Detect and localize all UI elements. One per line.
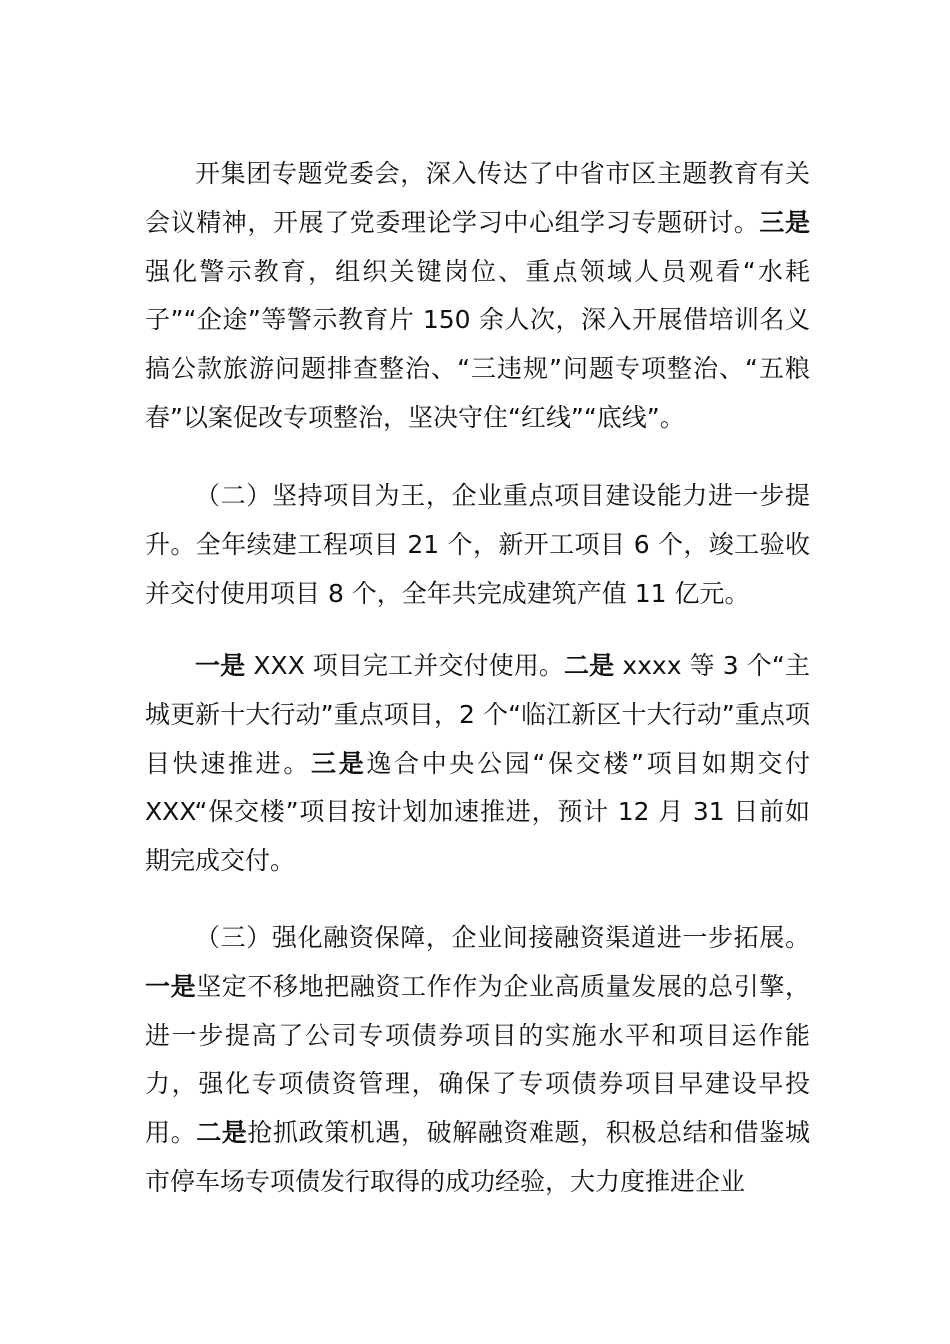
- text-run: xxxx 等 3 个“主城更新十大行动”重点项目，2 个“临江新区十大行动”重点项目快速推进。: [145, 651, 810, 778]
- text-run: 开集团专题党委会，深入传达了中省市区主题教育有关会议精神，开展了党委理论学习中心组学习专题研讨。: [145, 159, 810, 237]
- bold-marker: 三是: [759, 207, 810, 237]
- text-run: 逸合中央公园“保交楼”项目如期交付 XXX“保交楼”项目按计划加速推进，预计 12 月 31 日前如期完成交付。: [145, 748, 810, 876]
- bold-marker: 三是: [311, 748, 367, 778]
- text-run: 坚定不移地把融资工作作为企业高质量发展的总引擎，进一步提高了公司专项债券项目的实施水平和项目运作能力，强化专项债资管理，确保了专项债券项目早建设早投用。: [145, 971, 810, 1148]
- bold-marker: 二是: [564, 651, 615, 680]
- bold-marker: 一是: [195, 651, 246, 680]
- bold-marker: 二是: [196, 1118, 248, 1148]
- text-run: （二）坚持项目为王，企业重点项目建设能力进一步提升。全年续建工程项目 21 个，新开工项目 6 个，竣工验收并交付使用项目 8 个，全年共完成建筑产值 11 亿元。: [145, 481, 810, 608]
- paragraph-1: [145, 150, 810, 443]
- paragraph-3: [145, 642, 810, 886]
- text-run: XXX 项目完工并交付使用。: [245, 651, 565, 680]
- text-run: 抢抓政策机遇，破解融资难题，积极总结和借鉴城市停车场专项债发行取得的成功经验，大力度推进企业: [145, 1118, 810, 1196]
- text-run: 强化警示教育，组织关键岗位、重点领域人员观看“水耗子”“企途”等警示教育片 150 余人次，深入开展借培训名义搞公款旅游问题排查整治、“三违规”问题专项整治、“五粮春”以案促改专项整治，坚决守住“红线”“底线”。: [145, 256, 810, 432]
- text-run: （三）强化融资保障，企业间接融资渠道进一步拓展。: [195, 923, 810, 952]
- paragraph-2: [145, 472, 810, 618]
- bold-marker: 一是: [145, 971, 197, 1001]
- paragraph-4: [145, 914, 810, 1207]
